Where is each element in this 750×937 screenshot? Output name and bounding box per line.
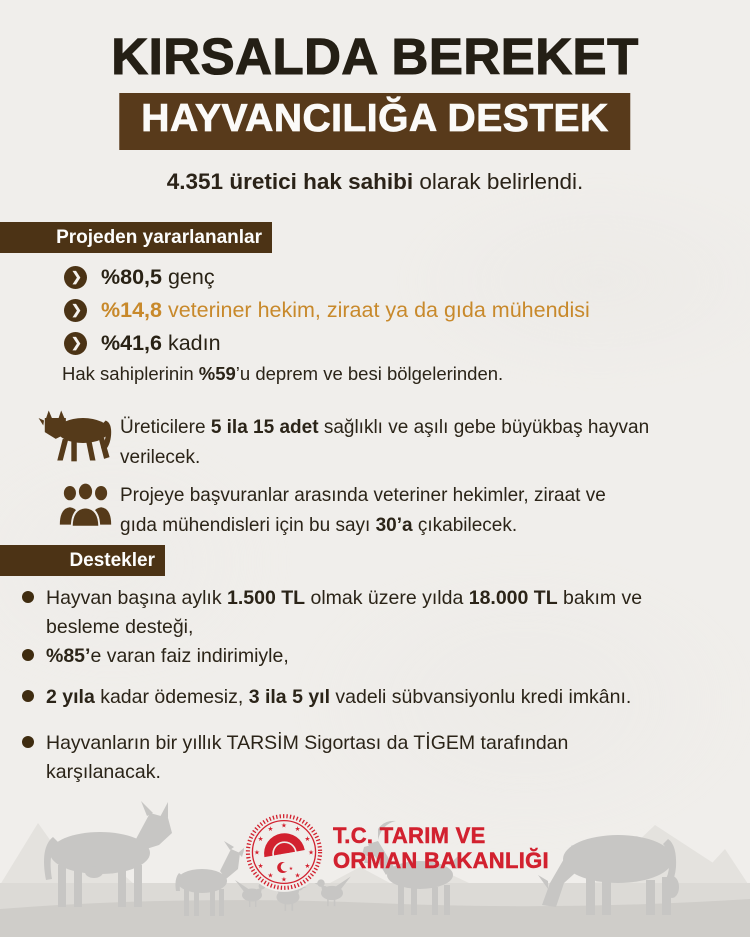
cow-icon — [37, 408, 115, 463]
section-header-beneficiaries-label: Projeden yararlananlar — [56, 227, 262, 248]
page-title: KIRSALDA BEREKET — [111, 28, 639, 85]
ministry-name-line2: ORMAN BAKANLIĞI — [333, 848, 549, 873]
svg-text:★: ★ — [257, 861, 264, 870]
beneficiary-item-text: %41,6 kadın — [101, 330, 221, 355]
support-item: %85’e varan faiz indirimiyle, — [46, 645, 289, 667]
ground-front — [0, 899, 750, 937]
chevron-circle-icon: ❯ — [64, 299, 87, 322]
svg-text:★: ★ — [294, 871, 301, 880]
beneficiary-item — [64, 260, 215, 294]
svg-text:★: ★ — [281, 821, 287, 830]
fact-text: Üreticilere 5 ila 15 adet sağlıklı ve aşılı gebe büyükbaş hayvan verilecek. — [120, 417, 650, 468]
ministry-name — [333, 823, 549, 873]
bullet-dot-icon — [22, 690, 34, 702]
support-item: 2 yıla kadar ödemesiz, 3 ila 5 yıl vadeli sübvansiyonlu kredi imkânı. — [46, 686, 632, 708]
subtitle-text: HAYVANCILIĞA DESTEK — [141, 97, 609, 140]
svg-text:★: ★ — [304, 835, 311, 843]
svg-text:★: ★ — [304, 861, 311, 870]
beneficiary-item-text: %14,8 veteriner hekim, ziraat ya da gıda mühendisi — [101, 297, 590, 322]
intro-line: 4.351 üretici hak sahibi olarak belirlendi. — [166, 169, 584, 194]
chevron-circle-icon: ❯ — [64, 266, 87, 289]
ministry-name-line1: T.C. TARIM VE — [333, 823, 486, 848]
section-header-supports — [0, 545, 165, 576]
fact-text: Projeye başvuranlar arasında veteriner hekimler, ziraat ve gıda mühendisleri için bu sayı 30’a çıkabilecek. — [120, 485, 606, 536]
svg-text:★: ★ — [257, 835, 264, 843]
section-header-supports-label: Destekler — [69, 550, 155, 571]
bullet-dot-icon — [22, 649, 34, 661]
subtitle-box — [119, 93, 630, 150]
bullet-dot-icon — [22, 591, 34, 603]
svg-text:★: ★ — [294, 825, 301, 834]
svg-text:★: ★ — [267, 825, 274, 834]
support-item: Hayvanların bir yıllık TARSİM Sigortası da TİGEM tarafından karşılanacak. — [46, 732, 569, 783]
svg-text:★: ★ — [267, 871, 274, 880]
beneficiary-item — [64, 293, 590, 327]
svg-text:★: ★ — [281, 875, 287, 884]
people-group-icon — [58, 479, 113, 529]
beneficiary-item-text: %80,5 genç — [101, 264, 215, 289]
chevron-circle-icon: ❯ — [64, 332, 87, 355]
support-item: Hayvan başına aylık 1.500 TL olmak üzere yılda 18.000 TL bakım ve besleme desteği, — [46, 587, 643, 638]
beneficiaries-note: Hak sahiplerinin %59’u deprem ve besi bölgelerinden. — [62, 363, 504, 384]
bullet-dot-icon — [22, 736, 34, 748]
svg-text:★: ★ — [308, 848, 314, 857]
ministry-emblem-icon — [243, 808, 325, 896]
beneficiary-item — [64, 326, 221, 360]
svg-text:★: ★ — [288, 865, 294, 872]
svg-text:★: ★ — [254, 848, 260, 857]
section-header-beneficiaries — [0, 222, 272, 253]
